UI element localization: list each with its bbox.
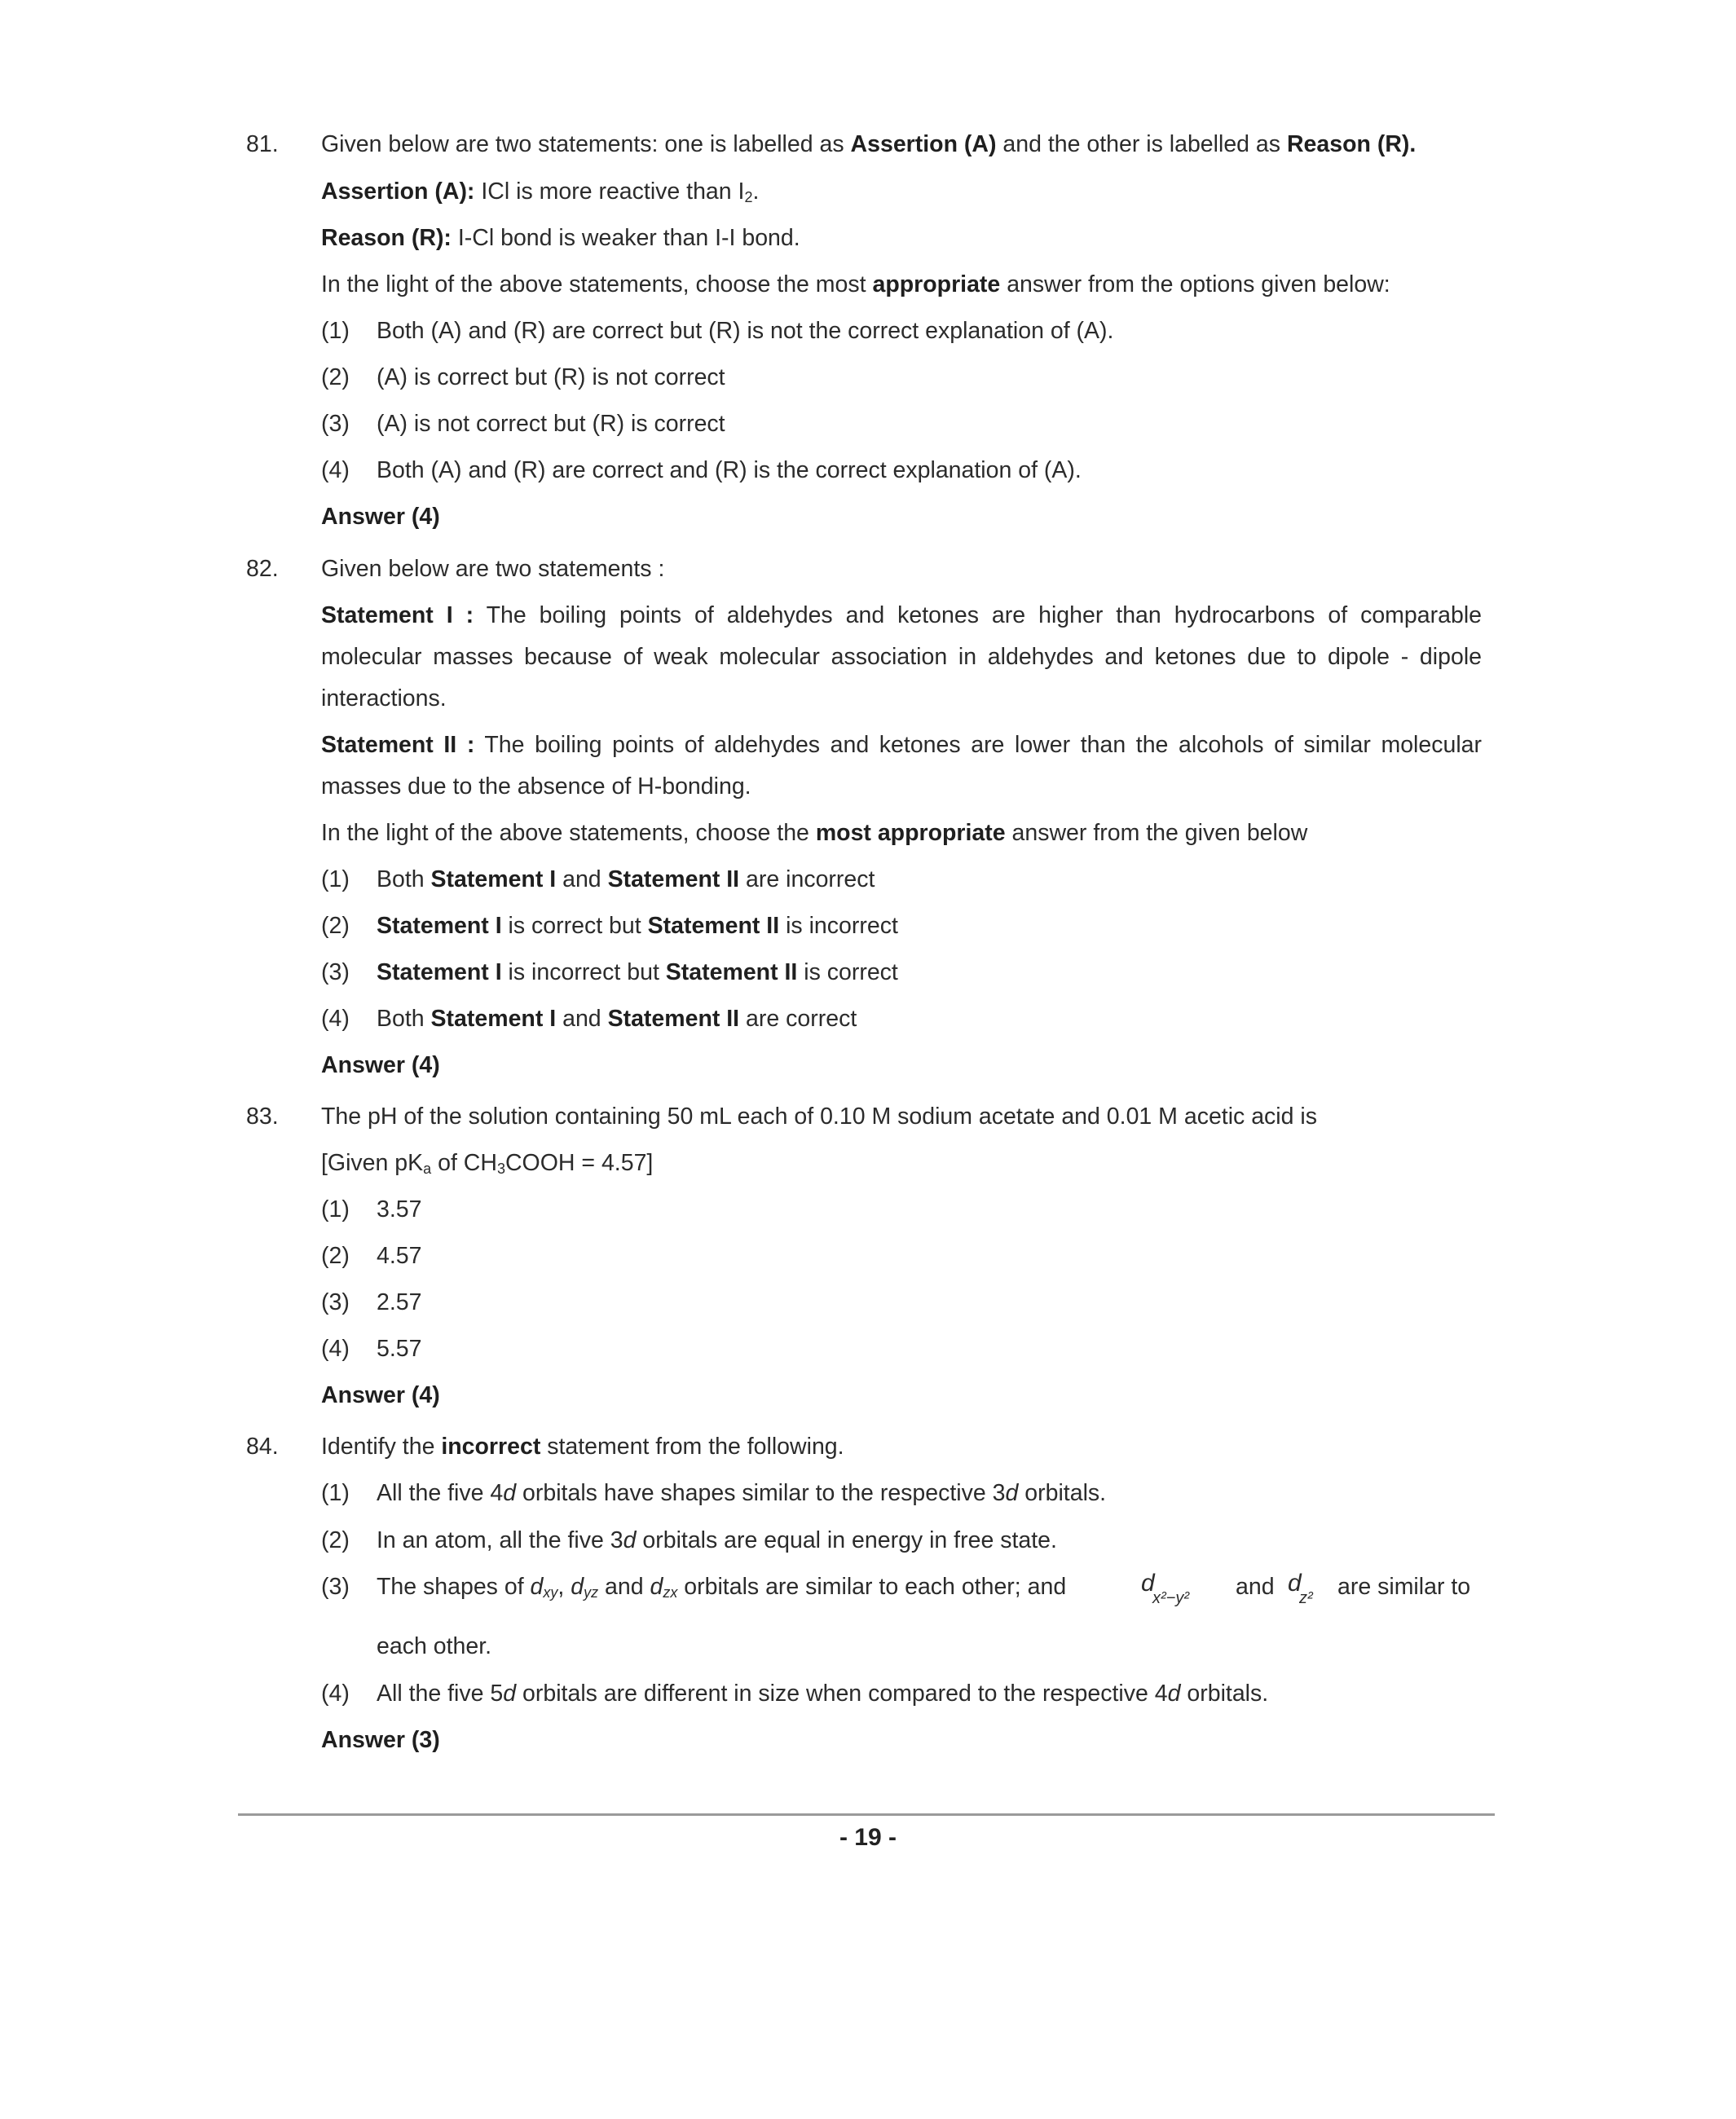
question-number: 84. — [246, 1434, 279, 1460]
option-text: Both Statement I and Statement II are correct — [377, 1006, 857, 1032]
option-number: (1) — [321, 866, 350, 892]
statement-1-line: Statement I : The boiling points of aldehydes and ketones are higher than hydrocarbons of comparable — [321, 602, 1482, 628]
option-number: (1) — [321, 318, 350, 344]
option-number: (4) — [321, 457, 350, 483]
given-line: [Given $pK_a$ of $CH_3COOH = 4.57$] — [321, 1150, 654, 1177]
question-number: 82. — [246, 556, 279, 582]
option-text: are similar to — [1337, 1574, 1471, 1600]
option-text: and — [1236, 1574, 1275, 1600]
option-text: Both Statement I and Statement II are incorrect — [377, 866, 875, 892]
question-number: 81. — [246, 131, 279, 157]
question-text: The pH of the solution containing 50 mL each of 0.10 M sodium acetate and 0.01 M acetic acid is — [321, 1104, 1317, 1130]
option-number: (1) — [321, 1196, 350, 1222]
statement-2-line: Statement II : The boiling points of aldehydes and ketones are lower than the alcohols of similar molecular — [321, 732, 1482, 758]
option-text: All the five 4d orbitals have shapes similar to the respective 3d orbitals. — [377, 1480, 1107, 1506]
answer: Answer (4) — [321, 1382, 440, 1408]
d-z2-symbol: d z² — [1288, 1570, 1313, 1607]
option-number: (3) — [321, 1289, 350, 1315]
answer: Answer (3) — [321, 1727, 440, 1753]
question-intro: Given below are two statements: one is labelled as Assertion (A) and the other is labelled as Reason (R). — [321, 131, 1417, 157]
assertion-line: Assertion (A): ICl is more reactive than $I_2$. — [321, 178, 760, 205]
reason-line: Reason (R): I-Cl bond is weaker than I-I bond. — [321, 225, 800, 251]
option-text: (A) is correct but (R) is not correct — [377, 364, 725, 390]
option-number: (4) — [321, 1336, 350, 1362]
option-text: Statement I is incorrect but Statement II is correct — [377, 959, 898, 985]
option-text: 5.57 — [377, 1336, 422, 1362]
option-text: All the five 5d orbitals are different in size when compared to the respective 4d orbitals. — [377, 1681, 1269, 1707]
option-number: (3) — [321, 411, 350, 437]
statement-1-line: interactions. — [321, 685, 447, 711]
question-number: 83. — [246, 1104, 279, 1130]
option-text: (A) is not correct but (R) is correct — [377, 411, 725, 437]
instruction-line: In the light of the above statements, choose the most appropriate answer from the options given below: — [321, 271, 1390, 297]
d-x2-y2-symbol: d x²−y² — [1141, 1570, 1189, 1607]
option-text: In an atom, all the five 3d orbitals are equal in energy in free state. — [377, 1527, 1057, 1553]
option-text: 4.57 — [377, 1243, 422, 1269]
question-intro: Given below are two statements : — [321, 556, 665, 582]
statement-2-line: masses due to the absence of H-bonding. — [321, 773, 751, 800]
question-text: Identify the incorrect statement from the following. — [321, 1434, 844, 1460]
option-text: 2.57 — [377, 1289, 422, 1315]
option-text: The shapes of $d_{xy}$, $d_{yz}$ and $d_{zx}$ orbitals are similar to each other; and — [377, 1574, 1067, 1601]
answer: Answer (4) — [321, 1052, 440, 1078]
option-text: Both (A) and (R) are correct but (R) is not the correct explanation of (A). — [377, 318, 1114, 344]
option-text: Statement I is correct but Statement II is incorrect — [377, 913, 898, 939]
statement-1-line: molecular masses because of weak molecular association in aldehydes and ketones due to dipole - dipole — [321, 644, 1482, 670]
option-number: (2) — [321, 913, 350, 939]
option-number: (4) — [321, 1681, 350, 1707]
option-number: (4) — [321, 1006, 350, 1032]
option-number: (2) — [321, 1527, 350, 1553]
option-number: (2) — [321, 364, 350, 390]
option-number: (2) — [321, 1243, 350, 1269]
option-text: each other. — [377, 1633, 492, 1659]
instruction-line: In the light of the above statements, choose the most appropriate answer from the given below — [321, 820, 1308, 846]
footer-divider — [238, 1813, 1495, 1816]
option-number: (3) — [321, 959, 350, 985]
answer: Answer (4) — [321, 504, 440, 530]
page-number: - 19 - — [839, 1824, 897, 1851]
option-text: 3.57 — [377, 1196, 422, 1222]
option-number: (1) — [321, 1480, 350, 1506]
option-text: Both (A) and (R) are correct and (R) is the correct explanation of (A). — [377, 457, 1082, 483]
option-number: (3) — [321, 1574, 350, 1600]
